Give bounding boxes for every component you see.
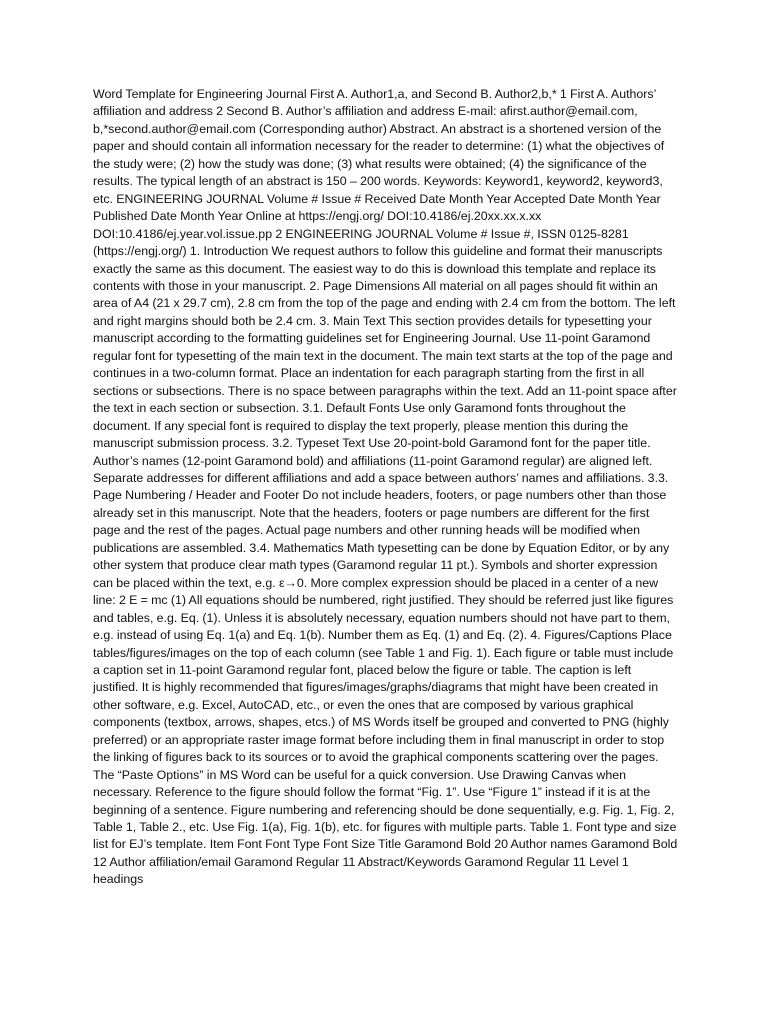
document-body-text: Word Template for Engineering Journal First A. Author1,a, and Second B. Author2,b,* 1 First A. Authors’ affiliation and address 2 Second B. Author’s affiliation and address E-mail: afirst.author@email.com, b,*second.author@email.com (Corresponding author) Abstract. An abstract is a shortened version of the paper and should contain all information necessary for the reader to determine: (1) what the objectives of the study were; (2) how the study was done; (3) what results were obtained; (4) the significance of the results. The typical length of an abstract is 150 – 200 words. Keywords: Keyword1, keyword2, keyword3, etc. ENGINEERING JOURNAL Volume # Issue # Received Date Month Year Accepted Date Month Year Published Date Month Year Online at https://engj.org/ DOI:10.4186/ej.20xx.xx.x.xx DOI:10.4186/ej.year.vol.issue.pp 2 ENGINEERING JOURNAL Volume # Issue #, ISSN 0125-8281 (https://engj.org/) 1. Introduction We request authors to follow this guideline and format their manuscripts exactly the same as this document. The easiest way to do this is download this template and replace its contents with those in your manuscript. 2. Page Dimensions All material on all pages should fit within an area of A4 (21 x 29.7 cm), 2.8 cm from the top of the page and ending with 2.4 cm from the bottom. The left and right margins should both be 2.4 cm. 3. Main Text This section provides details for typesetting your manuscript according to the formatting guidelines set for Engineering Journal. Use 11-point Garamond regular font for typesetting of the main text in the document. The main text starts at the top of the page and continues in a two-column format. Place an indentation for each paragraph starting from the first in all sections or subsections. There is no space between paragraphs within the text. Add an 11-point space after the text in each section or subsection. 3.1. Default Fonts Use only Garamond fonts throughout the document. If any special font is required to display the text properly, please mention this during the manuscript submission process. 3.2. Typeset Text Use 20-point-bold Garamond font for the paper title. Author’s names (12-point Garamond bold) and affiliations (11-point Garamond regular) are aligned left. Separate addresses for different affiliations and add a space between authors’ names and affiliations. 3.3. Page Numbering / Header and Footer Do not include headers, footers, or page numbers other than those already set in this manuscript. Note that the headers, footers or page numbers are different for the first page and the rest of the pages. Actual page numbers and other running heads will be modified when publications are assembled. 3.4. Mathematics Math typesetting can be done by Equation Editor, or by any other system that produce clear math types (Garamond regular 11 pt.). Symbols and shorter expression can be placed within the text, e.g. ε→0. More complex expression should be placed in a center of a new line: 2 E = mc (1) All equations should be numbered, right justified. They should be referred just like figures and tables, e.g. Eq. (1). Unless it is absolutely necessary, equation numbers should not have part to them, e.g. instead of using Eq. 1(a) and Eq. 1(b). Number them as Eq. (1) and Eq. (2). 4. Figures/Captions Place tables/figures/images on the top of each column (see Table 1 and Fig. 1). Each figure or table must include a caption set in 11-point Garamond regular font, placed below the figure or table. The caption is left justified. It is highly recommended that figures/images/graphs/diagrams that might have been created in other software, e.g. Excel, AutoCAD, etc., or even the ones that are composed by various graphical components (textbox, arrows, shapes, etcs.) of MS Words itself be grouped and converted to PNG (highly preferred) or an appropriate raster image format before including them in final manuscript in order to stop the linking of figures back to its sources or to avoid the graphical components scattering over the pages. The “Paste Options” in MS Word can be useful for a quick conversion. Use Drawing Canvas when necessary. Reference to the figure should follow the format “Fig. 1”. Use “Figure 1” instead if it is at the beginning of a sentence. Figure numbering and referencing should be done sequentially, e.g. Fig. 1, Fig. 2, Table 1, Table 2., etc. Use Fig. 1(a), Fig. 1(b), etc. for figures with multiple parts. Table 1. Font type and size list for EJ’s template. Item Font Font Type Font Size Title Garamond Bold 20 Author names Garamond Bold 12 Author affiliation/email Garamond Regular 11 Abstract/Keywords Garamond Regular 11 Level 1 headings bbox=[93, 87, 678, 887]
document-page bbox=[93, 86, 679, 946]
